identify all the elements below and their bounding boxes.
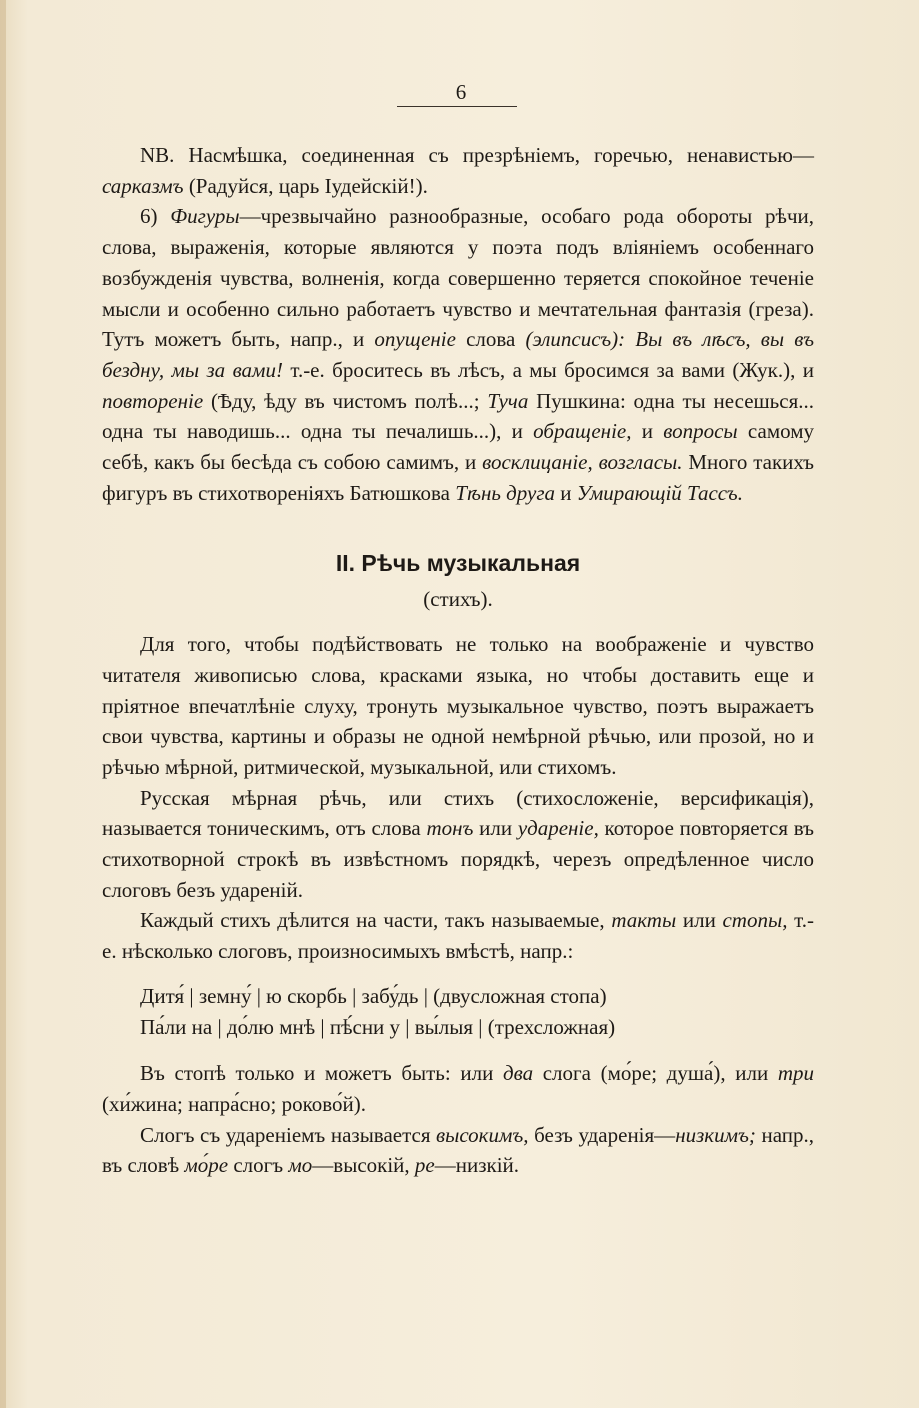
- section-subheading: (стихъ).: [423, 587, 493, 612]
- paragraph-music-speech: [102, 629, 814, 783]
- text-run: самому себѣ, какъ бы бесѣда съ собою самимъ, и: [102, 419, 814, 475]
- italic-term: три: [777, 1061, 814, 1086]
- page-number: 6: [455, 80, 467, 104]
- text-run: —чрезвычайно разнообразные, особаго рода обороты рѣчи, слова, выраженія, которые являются у поэта подъ вліяніемъ особеннаго возбужденія чувства, волненія, когда совершенно теряется спокойное теченіе мысли и особенно сильно работаетъ чувство и мечтательная фантазія (греза). Тутъ можетъ быть, напр., и: [102, 204, 814, 352]
- paragraph-tonic-verse: [102, 783, 814, 906]
- text-run: и: [555, 480, 577, 505]
- text-run: безъ ударенія—: [528, 1122, 676, 1147]
- text-run: Для того, чтобы подѣйствовать не только на воображеніе и чувство читателя живописью слова, красками языка, но чтобы доставить еще и пріятное впечатлѣніе слуху, тронуть музыкальное чувство, поэтъ выражаетъ свои чувства, картины и образы не одной немѣрной рѣчью, или прозой, но и рѣчью мѣрной, ритмической, музыкальной, или стихомъ.: [102, 632, 814, 779]
- text-run: Русская мѣрная рѣчь, или стихъ (стихосложеніе, версификація), называется тоническимъ, отъ слова: [102, 785, 814, 841]
- text-run: или: [676, 908, 723, 933]
- example-line: Дитя́ | земну́ | ю скорбь | забу́дь | (двусложная стопа): [140, 983, 607, 1008]
- page-header: [0, 80, 919, 105]
- italic-term: сарказмъ: [102, 173, 184, 198]
- text-run: и: [631, 419, 664, 444]
- italic-term: восклицаніе, возгласы.: [482, 450, 683, 475]
- paragraph-feet: [102, 905, 814, 966]
- italic-term: повтореніе: [102, 388, 204, 413]
- text-run: —низкій.: [434, 1153, 520, 1178]
- text-run: (Ѣду, ѣду въ чистомъ полѣ...;: [203, 388, 488, 413]
- text-run: 6): [140, 204, 171, 229]
- section-heading: II. Рѣчь музыкальная: [335, 550, 581, 577]
- text-run: Въ стопѣ только и можетъ быть: или: [140, 1061, 503, 1086]
- italic-term: мо́ре: [184, 1153, 229, 1178]
- italic-term: вопросы: [663, 419, 738, 444]
- text-body: [102, 140, 814, 1181]
- italic-term: обращеніе,: [533, 419, 632, 444]
- text-run: слогъ: [228, 1153, 289, 1178]
- italic-term: Туча: [487, 388, 529, 413]
- text-run: (Радуйся, царь Іудейскій!).: [183, 173, 428, 198]
- examples-block: [102, 981, 814, 1042]
- italic-term: тонъ: [426, 816, 474, 841]
- italic-term: Умирающій Тассъ.: [576, 480, 743, 505]
- text-run: Пушкина: одна ты несешься... одна ты наводишь... одна ты печалишь...), и: [102, 388, 814, 444]
- italic-term: ре: [414, 1153, 435, 1178]
- italic-term: опущеніе: [374, 327, 456, 352]
- text-run: Слогъ съ удареніемъ называется: [140, 1122, 437, 1147]
- text-run: т.-е. нѣсколько слоговъ, произносимыхъ вмѣстѣ, напр.:: [102, 908, 814, 964]
- italic-term: высокимъ,: [436, 1122, 529, 1147]
- text-run: Каждый стихъ дѣлится на части, такъ называемые,: [140, 908, 612, 933]
- italic-term: (элипсисъ): Вы въ лѣсъ, вы въ бездну, мы за вами!: [102, 327, 814, 382]
- italic-term: удареніе,: [517, 816, 599, 841]
- paragraph-nb: [102, 140, 814, 201]
- italic-term: Тѣнь друга: [455, 480, 556, 505]
- text-run: NB. Насмѣшка, соединенная съ презрѣніемъ, горечью, ненавистью—: [140, 143, 814, 167]
- text-run: или: [473, 816, 518, 841]
- italic-term: низкимъ;: [675, 1122, 756, 1147]
- italic-term: мо: [288, 1153, 313, 1178]
- italic-term: Фигуры: [170, 204, 240, 229]
- text-run: Много такихъ фигуръ въ стихотвореніяхъ Батюшкова: [102, 450, 814, 505]
- text-run: слога (мо́ре; душа́), или: [533, 1061, 778, 1086]
- italic-term: два: [502, 1061, 534, 1086]
- paragraph-stress: [102, 1120, 814, 1181]
- text-run: —высокій,: [312, 1153, 415, 1178]
- text-run: (хи́жина; напра́сно; роково́й).: [102, 1091, 366, 1116]
- italic-term: такты: [611, 908, 677, 933]
- text-run: напр., въ словѣ: [102, 1122, 814, 1178]
- text-run: которое повторяется въ стихотворной строкѣ въ извѣстномъ порядкѣ, черезъ опредѣленное число слоговъ безъ удареній.: [102, 816, 814, 902]
- example-line: Па́ли на | до́лю мнѣ | пѣ́сни у | вы́лыя | (трехсложная): [140, 1014, 616, 1039]
- text-run: слова: [455, 327, 526, 352]
- paragraph-syllables: [102, 1058, 814, 1119]
- paragraph-figures: [102, 201, 814, 508]
- italic-term: стопы,: [722, 908, 788, 933]
- header-rule: [397, 106, 517, 107]
- page-edge: [0, 0, 6, 1408]
- text-run: т.-е. броситесь въ лѣсъ, а мы бросимся за вами (Жук.), и: [282, 357, 814, 382]
